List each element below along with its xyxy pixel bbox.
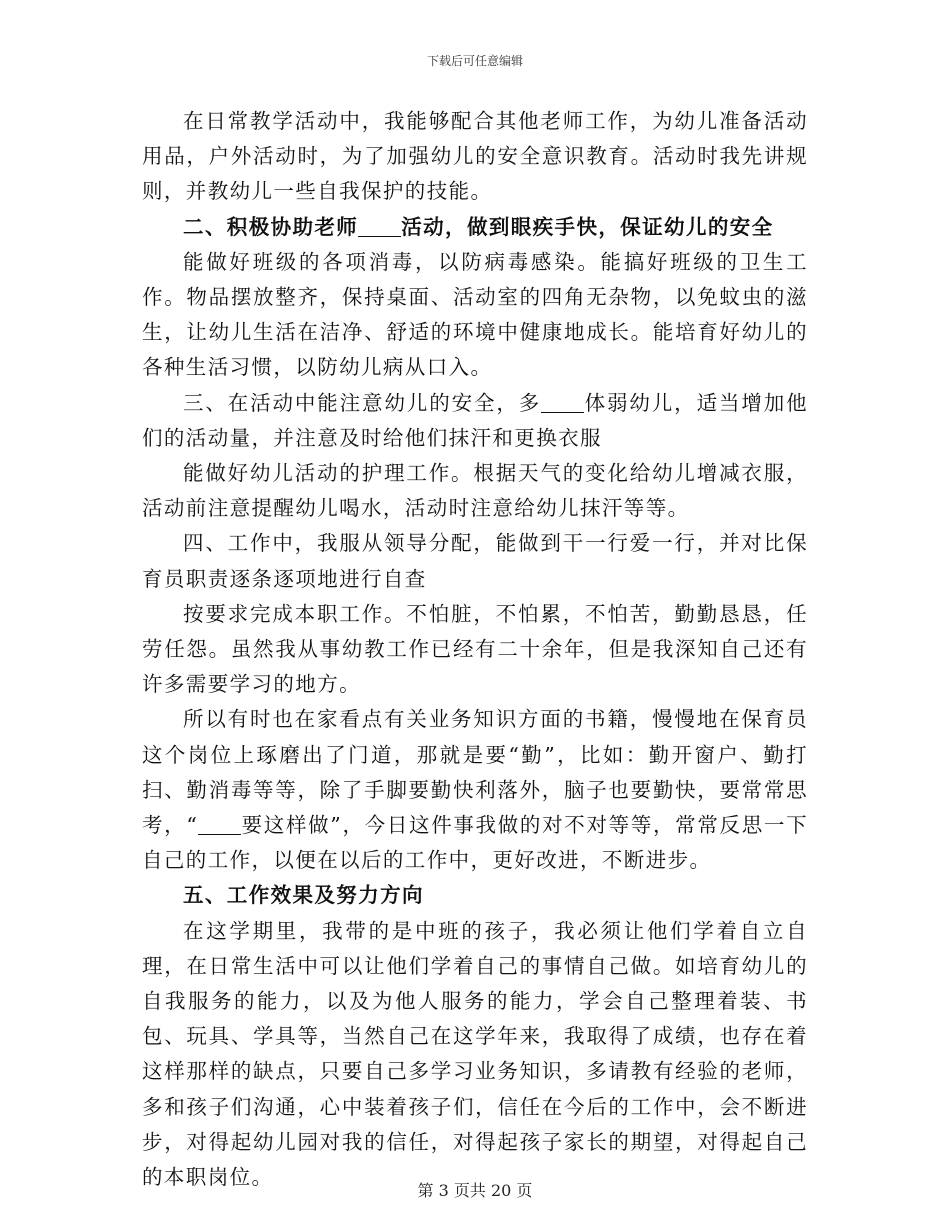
paragraph-text: 体弱幼儿，适当增加他们的活动量，并注意及时给他们抹汗和更换衣服: [142, 390, 808, 450]
document-body: [142, 104, 808, 1195]
paragraph: [142, 526, 808, 596]
paragraph-text: 在这学期里，我带的是中班的孩子，我必须让他们学着自立自理，在日常生活中可以让他们学着自己的事情自己做。如培育幼儿的自我服务的能力，以及为他人服务的能力，学会自己整理着装、书包、玩具、学具等，当然自己在这学年来，我取得了成绩，也存在着这样那样的缺点，只要自己多学习业务知识，多请教有经验的老师，多和孩子们沟通，心中装着孩子们，信任在今后的工作中，会不断进步，对得起幼儿园对我的信任，对得起孩子家长的期望，对得起自己的本职岗位。: [142, 918, 808, 1190]
section-heading: [142, 878, 808, 913]
paragraph-text: 所以有时也在家看点有关业务知识方面的书籍，慢慢地在保育员这个岗位上琢磨出了门道，那就是要“勤”，比如：勤开窗户、勤打扫、勤消毒等等，除了手脚要勤快利落外，脑子也要勤快，要常常思考，“: [142, 707, 808, 838]
paragraph: [142, 597, 808, 703]
paragraph-text: 要这样做”，今日这件事我做的对不对等等，常常反思一下自己的工作，以便在以后的工作中，更好改进，不断进步。: [142, 813, 808, 873]
section-heading: [142, 210, 808, 245]
paragraph: [142, 702, 808, 878]
fill-in-blank: [358, 215, 401, 237]
paragraph-text: 四、工作中，我服从领导分配，能做到干一行爱一行，并对比保育员职责逐条逐项地进行自查: [142, 531, 808, 591]
paragraph-text: 按要求完成本职工作。不怕脏，不怕累，不怕苦，勤勤恳恳，任劳任怨。虽然我从事幼教工作已经有二十余年，但是我深知自己还有许多需要学习的地方。: [142, 601, 808, 697]
paragraph-text: 活动，做到眼疾手快，保证幼儿的安全: [401, 214, 774, 239]
paragraph-text: 在日常教学活动中，我能够配合其他老师工作，为幼儿准备活动用品，户外活动时，为了加强幼儿的安全意识教育。活动时我先讲规则，并教幼儿一些自我保护的技能。: [142, 109, 808, 204]
fill-in-blank: [198, 814, 241, 836]
page-header: 下载后可任意编辑: [426, 54, 523, 68]
paragraph: [142, 104, 808, 210]
paragraph-text: 三、在活动中能注意幼儿的安全，多: [183, 390, 542, 415]
paragraph-text: 二、积极协助老师: [183, 214, 359, 239]
paragraph: [142, 245, 808, 386]
paragraph: [142, 914, 808, 1196]
paragraph-text: 能做好班级的各项消毒，以防病毒感染。能搞好班级的卫生工作。物品摆放整齐，保持桌面、活动室的四角无杂物，以免蚊虫的滋生，让幼儿生活在洁净、舒适的环境中健康地成长。能培育好幼儿的各种生活习惯，以防幼儿病从口入。: [142, 249, 808, 380]
paragraph-text: 能做好幼儿活动的护理工作。根据天气的变化给幼儿增减衣服，活动前注意提醒幼儿喝水，活动时注意给幼儿抹汗等等。: [142, 461, 808, 521]
paragraph: [142, 386, 808, 456]
fill-in-blank: [541, 391, 584, 413]
paragraph: [142, 456, 808, 526]
page-footer: 第 3 页共 20 页: [417, 1181, 533, 1200]
paragraph-text: 五、工作效果及努力方向: [183, 883, 424, 908]
